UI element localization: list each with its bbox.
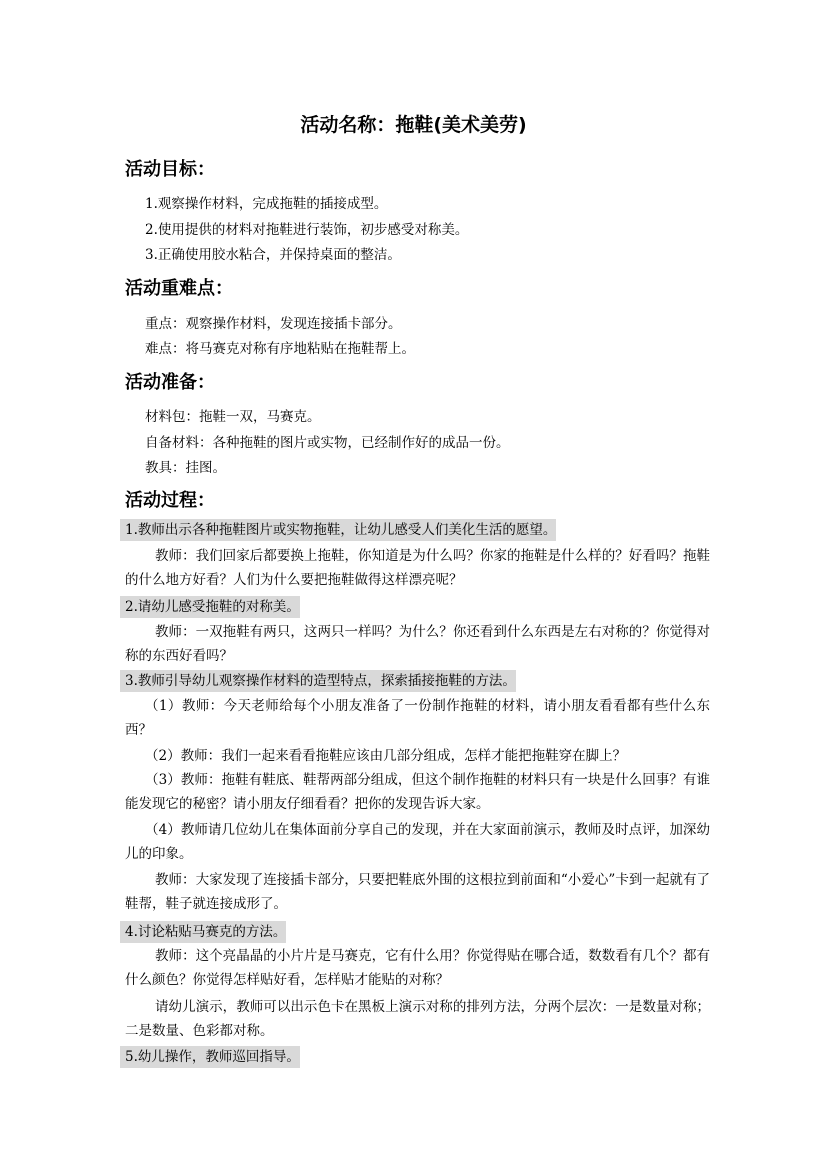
key-point-item-2: 难点：将马赛克对称有序地粘贴在拖鞋帮上。 [145, 341, 415, 357]
key-points-heading: 活动重难点： [125, 278, 233, 299]
goal-item-2: 2.使用提供的材料对拖鞋进行装饰，初步感受对称美。 [145, 222, 469, 238]
preparation-item-1: 材料包：拖鞋一双，马赛克。 [145, 409, 321, 425]
page-title: 活动名称：拖鞋(美术美劳) [300, 114, 527, 136]
step-3-paragraph-1: （1）教师：今天老师给每个小朋友准备了一份制作拖鞋的材料，请小朋友看看都有些什么东西？ [125, 698, 710, 738]
step-2-paragraph: 教师：一双拖鞋有两只，这两只一样吗？为什么？你还看到什么东西是左右对称的？你觉得对称的东西好看吗？ [125, 624, 710, 664]
process-heading: 活动过程： [125, 490, 215, 511]
step-3-paragraph-5: 教师：大家发现了连接插卡部分，只要把鞋底外围的这根拉到前面和“小爱心”卡到一起就有了鞋帮，鞋子就连接成形了。 [125, 872, 710, 912]
goals-heading: 活动目标： [125, 159, 215, 180]
preparation-item-2: 自备材料：各种拖鞋的图片或实物，已经制作好的成品一份。 [145, 435, 510, 451]
step-1-title: 1.教师出示各种拖鞋图片或实物拖鞋，让幼儿感受人们美化生活的愿望。 [120, 519, 556, 541]
step-4-paragraph-2: 请幼儿演示，教师可以出示色卡在黑板上演示对称的排列方法，分两个层次：一是数量对称；二是数量、色彩都对称。 [125, 999, 710, 1039]
step-4-paragraph-1: 教师：这个亮晶晶的小片片是马赛克，它有什么用？你觉得贴在哪合适，数数看有几个？都有什么颜色？你觉得怎样贴好看，怎样贴才能贴的对称？ [125, 948, 710, 988]
step-3-paragraph-2: （2）教师：我们一起来看看拖鞋应该由几部分组成，怎样才能把拖鞋穿在脚上？ [145, 748, 627, 764]
preparation-item-3: 教具：挂图。 [145, 460, 226, 476]
goal-item-1: 1.观察操作材料，完成拖鞋的插接成型。 [145, 196, 388, 212]
step-3-title: 3.教师引导幼儿观察操作材料的造型特点，探索插接拖鞋的方法。 [120, 670, 516, 692]
preparation-heading: 活动准备： [125, 372, 215, 393]
step-3-paragraph-3: （3）教师：拖鞋有鞋底、鞋帮两部分组成，但这个制作拖鞋的材料只有一块是什么回事？有谁能发现它的秘密？请小朋友仔细看看？把你的发现告诉大家。 [125, 772, 710, 812]
step-3-paragraph-4: （4）教师请几位幼儿在集体面前分享自己的发现，并在大家面前演示，教师及时点评，加深幼儿的印象。 [125, 822, 710, 862]
step-5-title: 5.幼儿操作，教师巡回指导。 [120, 1046, 300, 1068]
step-1-paragraph: 教师：我们回家后都要换上拖鞋，你知道是为什么吗？你家的拖鞋是什么样的？好看吗？拖鞋的什么地方好看？人们为什么要把拖鞋做得这样漂亮呢？ [125, 548, 710, 588]
step-4-title: 4.讨论粘贴马赛克的方法。 [120, 921, 286, 943]
key-point-item-1: 重点：观察操作材料，发现连接插卡部分。 [145, 316, 402, 332]
goal-item-3: 3.正确使用胶水粘合，并保持桌面的整洁。 [145, 247, 401, 263]
step-2-title: 2.请幼儿感受拖鞋的对称美。 [120, 596, 300, 618]
